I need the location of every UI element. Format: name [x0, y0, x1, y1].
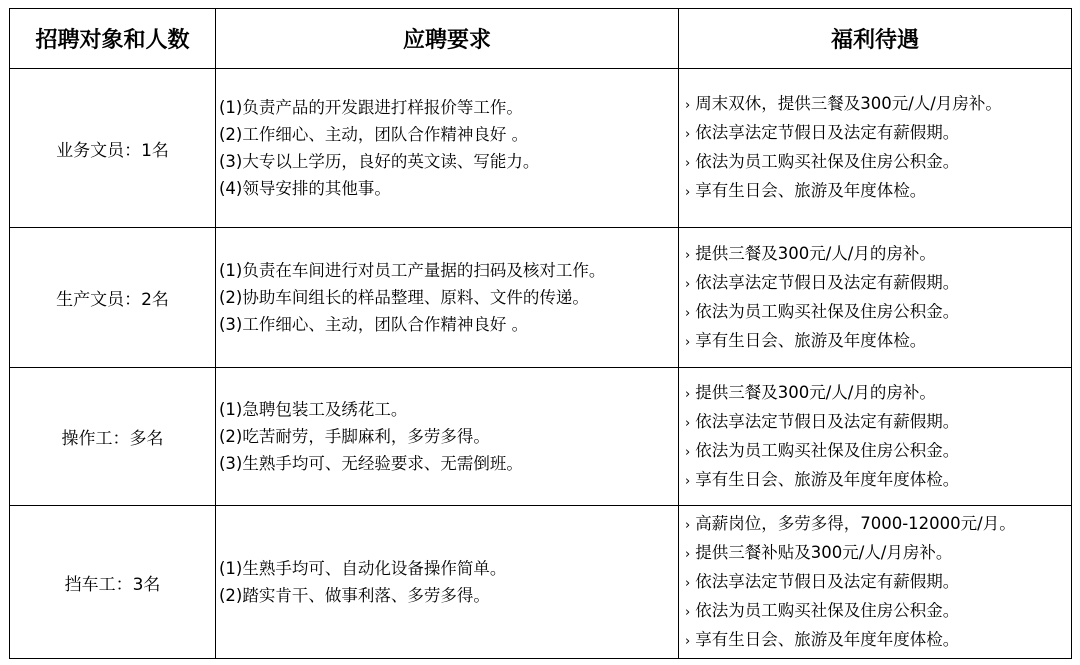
benefit-item [685, 539, 1070, 568]
bullet-arrow-icon: › [685, 473, 691, 489]
benefit-item [685, 327, 1070, 356]
requirement-line: (3)生熟手均可、无经验要求、无需倒班。 [219, 454, 523, 473]
header-position: 招聘对象和人数 [10, 9, 216, 69]
benefit-text: 享有生日会、旅游及年度体检。 [695, 181, 927, 200]
bullet-arrow-icon: › [685, 156, 691, 171]
requirement-line: (1)负责产品的开发跟进打样报价等工作。 [219, 98, 523, 117]
bullet-arrow-icon: › [685, 604, 691, 620]
table-row [10, 69, 1072, 228]
position-cell: 挡车工：3名 [10, 506, 216, 659]
requirements-cell [216, 228, 679, 368]
benefit-text: 依法享法定节假日及法定有薪假期。 [695, 123, 960, 142]
requirement-line: (2)踏实肯干、做事利落、多劳多得。 [219, 586, 490, 605]
benefit-item [685, 298, 1070, 327]
benefit-text: 享有生日会、旅游及年度体检。 [695, 330, 927, 350]
bullet-arrow-icon: › [685, 276, 691, 292]
benefit-text: 依法为员工购买社保及住房公积金。 [695, 152, 960, 171]
benefit-item [685, 119, 1070, 148]
bullet-arrow-icon: › [685, 305, 691, 321]
bullet-arrow-icon: › [685, 127, 691, 142]
header-row [10, 9, 1072, 69]
benefit-item [685, 148, 1070, 177]
benefit-item [685, 466, 1070, 495]
bullet-arrow-icon: › [685, 633, 691, 649]
benefits-cell [679, 228, 1072, 368]
bullet-arrow-icon: › [685, 575, 691, 591]
benefit-item [685, 437, 1070, 466]
benefit-text: 依法享法定节假日及法定有薪假期。 [695, 411, 960, 431]
bullet-arrow-icon: › [685, 546, 691, 562]
benefit-item [685, 379, 1070, 408]
benefit-item [685, 240, 1070, 269]
position-cell: 操作工：多名 [10, 368, 216, 506]
requirement-line: (3)大专以上学历，良好的英文读、写能力。 [219, 152, 540, 171]
benefit-text: 享有生日会、旅游及年度年度体检。 [695, 469, 960, 489]
benefits-cell [679, 69, 1072, 228]
requirement-line: (2)协助车间组长的样品整理、原料、文件的传递。 [219, 288, 589, 307]
benefits-cell [679, 506, 1072, 659]
requirements-cell [216, 368, 679, 506]
requirement-line: (1)生熟手均可、自动化设备操作简单。 [219, 559, 507, 578]
benefit-text: 提供三餐补贴及300元/人/月房补。 [695, 542, 953, 562]
bullet-arrow-icon: › [685, 517, 691, 533]
benefit-text: 高薪岗位，多劳多得，7000-12000元/月。 [695, 513, 1016, 533]
header-requirements: 应聘要求 [216, 9, 679, 69]
position-cell: 业务文员：1名 [10, 69, 216, 228]
recruitment-table [9, 8, 1072, 659]
benefit-text: 依法为员工购买社保及住房公积金。 [695, 301, 960, 321]
benefit-text: 享有生日会、旅游及年度年度体检。 [695, 629, 960, 649]
benefit-text: 提供三餐及300元/人/月的房补。 [695, 243, 936, 263]
requirements-cell [216, 506, 679, 659]
table-row [10, 228, 1072, 368]
benefit-item [685, 269, 1070, 298]
benefit-text: 周末双休，提供三餐及300元/人/月房补。 [695, 94, 1002, 113]
bullet-arrow-icon: › [685, 334, 691, 350]
benefit-text: 依法享法定节假日及法定有薪假期。 [695, 272, 960, 292]
requirements-cell [216, 69, 679, 228]
benefit-item [685, 510, 1070, 539]
benefits-cell [679, 368, 1072, 506]
requirement-line: (3)工作细心、主动，团队合作精神良好 。 [219, 315, 529, 334]
header-benefits: 福利待遇 [679, 9, 1072, 69]
benefit-text: 提供三餐及300元/人/月的房补。 [695, 382, 936, 402]
benefit-text: 依法为员工购买社保及住房公积金。 [695, 440, 960, 460]
benefit-text: 依法享法定节假日及法定有薪假期。 [695, 571, 960, 591]
table-row [10, 368, 1072, 506]
benefit-item [685, 90, 1070, 119]
benefit-item [685, 177, 1070, 206]
position-cell: 生产文员：2名 [10, 228, 216, 368]
bullet-arrow-icon: › [685, 415, 691, 431]
benefit-item [685, 597, 1070, 626]
requirement-line: (1)急聘包装工及绣花工。 [219, 400, 408, 419]
benefit-item [685, 568, 1070, 597]
requirement-line: (4)领导安排的其他事。 [219, 179, 391, 198]
bullet-arrow-icon: › [685, 247, 691, 263]
bullet-arrow-icon: › [685, 185, 691, 200]
requirement-line: (2)吃苦耐劳，手脚麻利，多劳多得。 [219, 427, 490, 446]
benefit-item [685, 626, 1070, 655]
requirement-line: (2)工作细心、主动，团队合作精神良好 。 [219, 125, 529, 144]
bullet-arrow-icon: › [685, 98, 691, 113]
bullet-arrow-icon: › [685, 444, 691, 460]
benefit-text: 依法为员工购买社保及住房公积金。 [695, 600, 960, 620]
requirement-line: (1)负责在车间进行对员工产量据的扫码及核对工作。 [219, 261, 606, 280]
benefit-item [685, 408, 1070, 437]
bullet-arrow-icon: › [685, 386, 691, 402]
table-row [10, 506, 1072, 659]
